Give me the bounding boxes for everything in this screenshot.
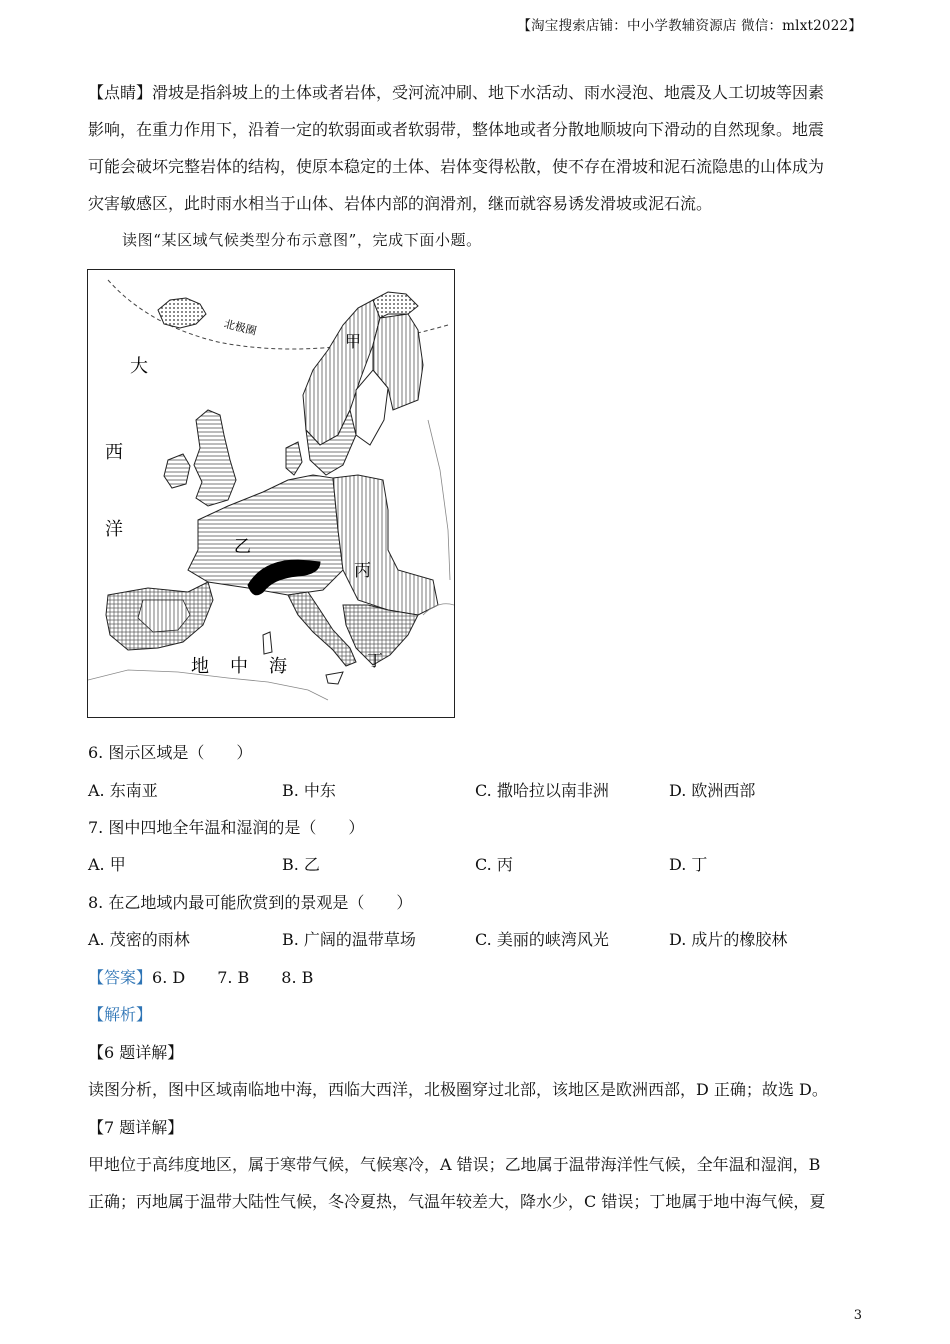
q6-option-d[interactable]: D. 欧洲西部 [669,781,756,800]
q7-detail-tag: 【7 题详解】 [88,1118,184,1137]
dianjing-line-3: 可能会破坏完整岩体的结构，使原本稳定的土体、岩体变得松散，使不存在滑坡和泥石流隐患的山体成为 [88,157,825,176]
q6-option-c[interactable]: C. 撒哈拉以南非洲 [475,781,609,800]
q6-option-b[interactable]: B. 中东 [282,781,336,800]
question-7-stem: 7. 图中四地全年温和湿润的是（ ） [88,818,365,837]
climate-map [88,270,455,718]
label-atlantic-1: 大 [130,356,148,377]
label-yi: 乙 [234,537,251,557]
q6-detail-tag: 【6 题详解】 [88,1043,184,1062]
iceland [158,298,206,328]
great-britain [194,410,236,506]
q7-option-b[interactable]: B. 乙 [282,855,320,874]
label-mediterranean-3: 海 [269,656,287,677]
page-header: 【淘宝搜索店铺：中小学教辅资源店 微信：mlxt2022】 [517,18,862,34]
question-8-stem: 8. 在乙地域内最可能欣赏到的景观是（ ） [88,893,413,912]
q8-option-d[interactable]: D. 成片的橡胶林 [669,930,788,949]
eastern-europe-continental [333,475,438,615]
q6-option-a[interactable]: A. 东南亚 [88,781,158,800]
russia-border [428,420,450,580]
q6-detail-text: 读图分析，图中区域南临地中海，西临大西洋，北极圈穿过北部，该地区是欧洲西部，D 正确；故选 D。 [88,1080,828,1099]
northern-tundra [373,292,418,318]
denmark [286,442,302,475]
q7-option-d[interactable]: D. 丁 [669,855,708,874]
dianjing-line-1: 【点睛】滑坡是指斜坡上的土体或者岩体，受河流冲刷、地下水活动、雨水浸泡、地震及人工切坡等因素 [88,83,825,102]
q7-detail-line-2: 正确；丙地属于温带大陆性气候，冬冷夏热，气温年较差大，降水少，C 错误；丁地属于地中海气候，夏 [88,1192,826,1211]
answer-text: 6. D 7. B 8. B [152,968,314,987]
page-number: 3 [853,1308,862,1323]
question-6-stem: 6. 图示区域是（ ） [88,743,253,762]
q8-option-a[interactable]: A. 茂密的雨林 [88,930,190,949]
italy-mediterranean [288,592,356,666]
q7-option-c[interactable]: C. 丙 [475,855,513,874]
q7-detail-line-1: 甲地位于高纬度地区，属于寒带气候，气候寒冷，A 错误；乙地属于温带海洋性气候，全年温和湿润，B [88,1155,821,1174]
answer-line [88,965,313,988]
label-atlantic-2: 西 [105,442,123,463]
map-intro: 读图“某区域气候类型分布示意图”，完成下面小题。 [122,231,482,249]
dianjing-line-4: 灾害敏感区，此时雨水相当于山体、岩体内部的润滑剂，继而就容易诱发滑坡或泥石流。 [88,194,713,213]
sicily [326,672,343,684]
sardinia [263,632,272,654]
q8-option-c[interactable]: C. 美丽的峡湾风光 [475,930,609,949]
ireland [164,454,190,488]
dianjing-tag: 【点睛】 [88,83,153,102]
label-mediterranean-1: 地 [191,656,209,677]
label-mediterranean-2: 中 [230,656,248,677]
climate-map-figure [87,269,455,718]
label-atlantic-3: 洋 [105,519,123,540]
dianjing-line-2: 影响，在重力作用下，沿着一定的软弱面或者软弱带，整体地或者分散地顺坡向下滑动的自然现象。地震 [88,120,825,139]
label-bing: 丙 [354,561,371,581]
analysis-tag: 【解析】 [88,1005,153,1024]
label-jia: 甲 [345,332,362,351]
label-arctic-circle: 北极圈 [222,317,258,338]
q8-option-b[interactable]: B. 广阔的温带草场 [282,930,416,949]
answer-tag: 【答案】 [88,968,153,987]
q7-option-a[interactable]: A. 甲 [88,855,126,874]
label-ding: 丁 [367,651,384,670]
